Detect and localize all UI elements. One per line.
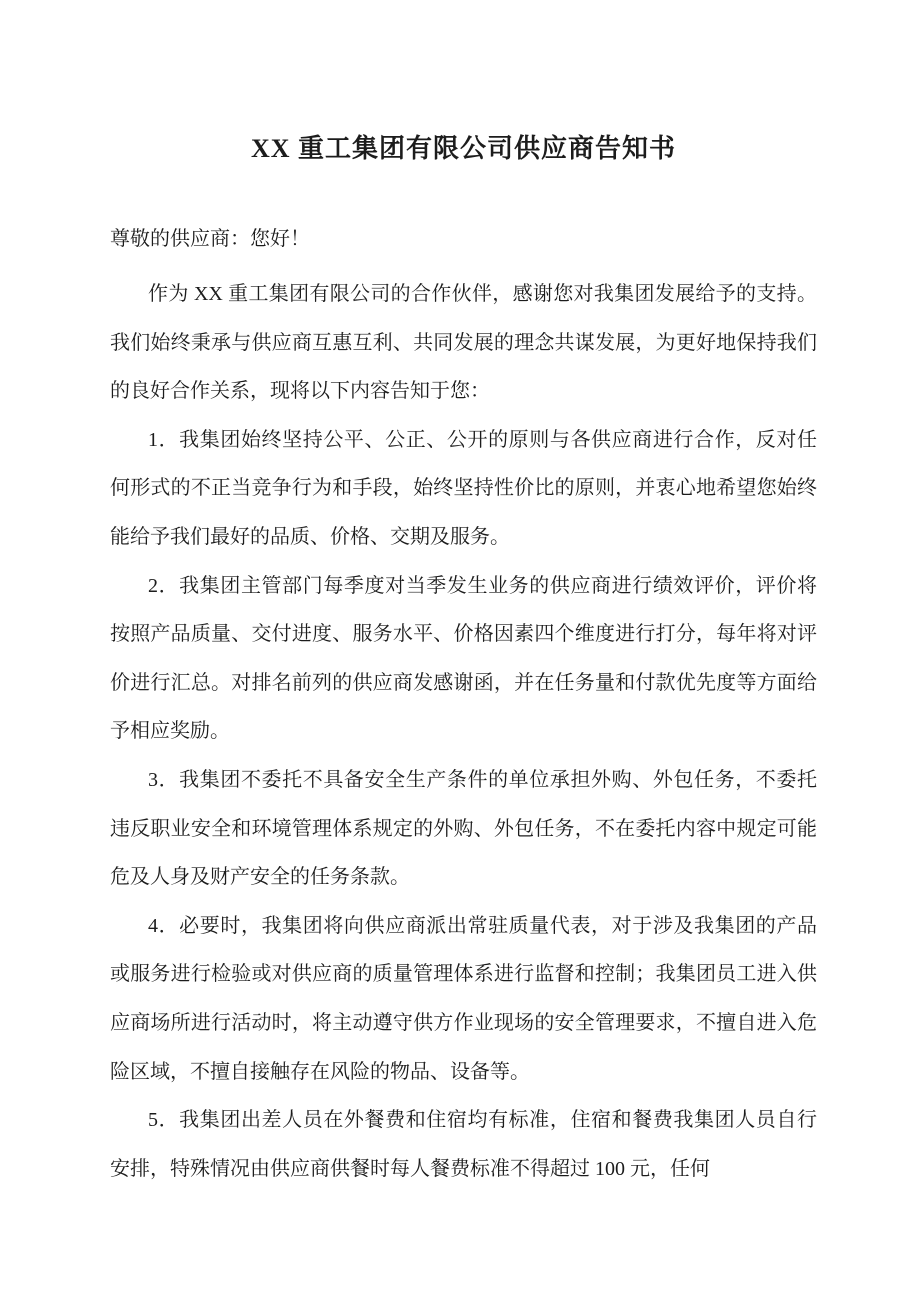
- paragraph-line: 的良好合作关系，现将以下内容告知于您：: [110, 380, 490, 403]
- document-body: [110, 270, 817, 1193]
- paragraph-line: 3．我集团不委托不具备安全生产条件的单位承担外购、外包任务，不委托: [148, 768, 817, 791]
- paragraph-line: 予相应奖励。: [110, 720, 230, 743]
- paragraph-line: 能给予我们最好的品质、价格、交期及服务。: [110, 525, 510, 548]
- salutation-line: 尊敬的供应商：您好！: [110, 228, 310, 250]
- paragraph-line: 我们始终秉承与供应商互惠互利、共同发展的理念共谋发展，为更好地保持我们: [110, 331, 817, 354]
- paragraph-line: 险区域，不擅自接触存在风险的物品、设备等。: [110, 1060, 530, 1083]
- paragraph-item-1: [110, 416, 817, 562]
- paragraph-line: 2．我集团主管部门每季度对当季发生业务的供应商进行绩效评价，评价将: [148, 574, 817, 597]
- paragraph-line: 价进行汇总。对排名前列的供应商发感谢函，并在任务量和付款优先度等方面给: [110, 671, 817, 694]
- paragraph-item-5: [110, 1096, 817, 1193]
- paragraph-line: 应商场所进行活动时，将主动遵守供方作业现场的安全管理要求，不擅自进入危: [110, 1011, 817, 1034]
- paragraph-line: 按照产品质量、交付进度、服务水平、价格因素四个维度进行打分，每年将对评: [110, 623, 817, 646]
- paragraph-line: 作为 XX 重工集团有限公司的合作伙伴，感谢您对我集团发展给予的支持。: [148, 283, 817, 305]
- paragraph-intro: [110, 270, 817, 416]
- document-title: XX 重工集团有限公司供应商告知书: [250, 134, 677, 163]
- paragraph-line: 5．我集团出差人员在外餐费和住宿均有标准，住宿和餐费我集团人员自行: [148, 1109, 817, 1132]
- paragraph-line: 危及人身及财产安全的任务条款。: [110, 866, 410, 889]
- paragraph-line: 1．我集团始终坚持公平、公正、公开的原则与各供应商进行合作，反对任: [148, 428, 817, 451]
- paragraph-item-4: [110, 902, 817, 1096]
- paragraph-item-2: [110, 562, 817, 756]
- paragraph-line: 或服务进行检验或对供应商的质量管理体系进行监督和控制；我集团员工进入供: [110, 963, 817, 986]
- paragraph-line: 4．必要时，我集团将向供应商派出常驻质量代表，对于涉及我集团的产品: [148, 914, 817, 937]
- paragraph-line: 何形式的不正当竞争行为和手段，始终坚持性价比的原则，并衷心地希望您始终: [110, 477, 817, 500]
- paragraph-line: 违反职业安全和环境管理体系规定的外购、外包任务，不在委托内容中规定可能: [110, 817, 817, 840]
- paragraph-line: 安排，特殊情况由供应商供餐时每人餐费标准不得超过 100 元，任何: [110, 1157, 710, 1180]
- paragraph-item-3: [110, 756, 817, 902]
